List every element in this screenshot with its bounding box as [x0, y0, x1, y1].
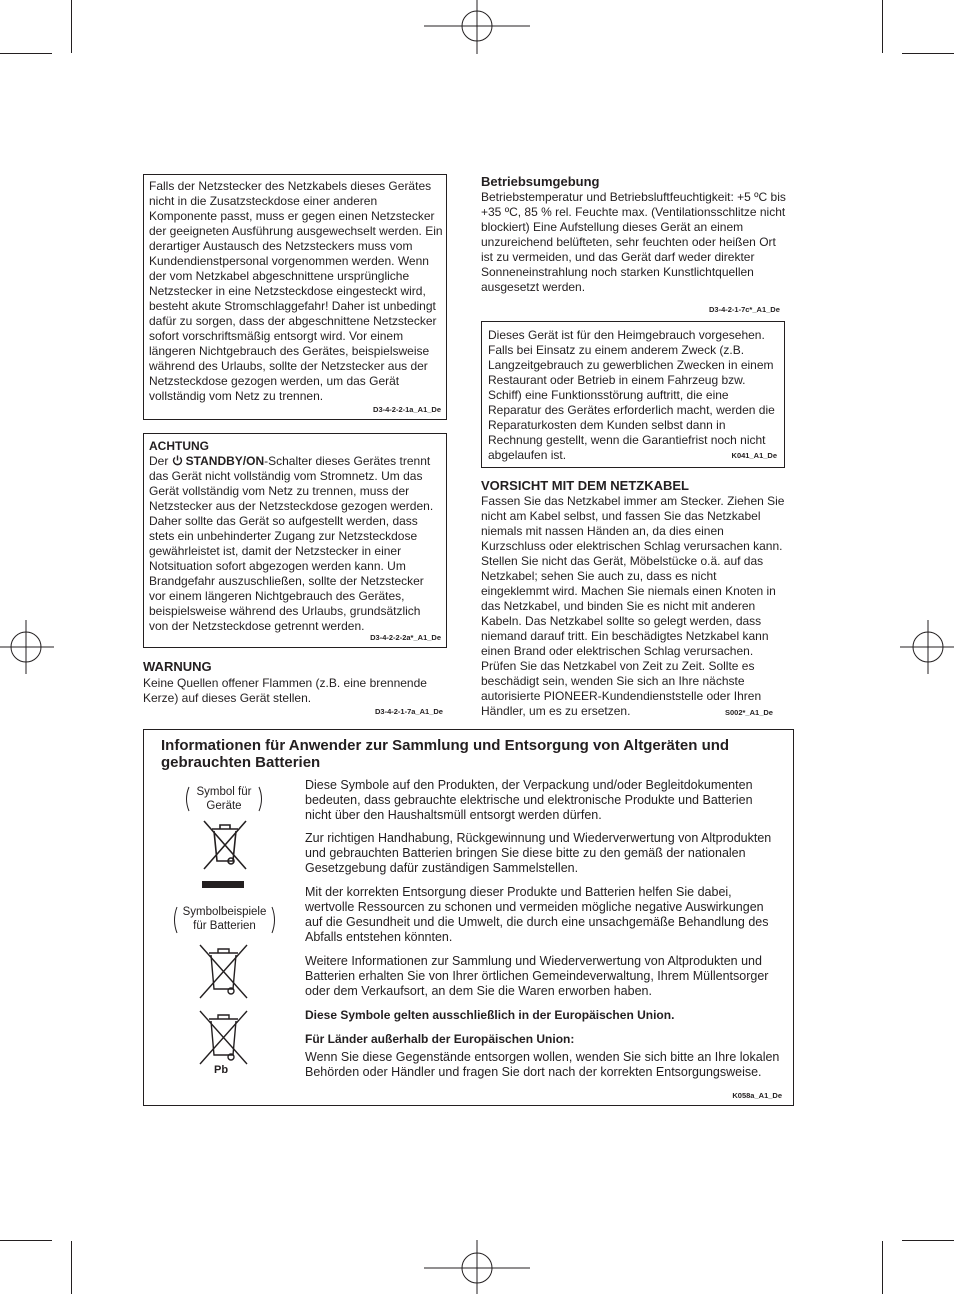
entsorgung-title: Informationen für Anwender zur Sammlung und Entsorgung von Altgeräten und gebrauchten Batterien	[161, 737, 730, 771]
pb-label: Pb	[214, 1064, 229, 1076]
netzstecker-notice-text: Falls der Netzstecker des Netzkabels dieses Gerätes nicht in die Zusatzsteckdose einer anderen Komponente passt, muss er gegen einen Netzstecker der geeigneten Ausführung ausgewechselt werden. Ein derartiger Austausch des Netzsteckers muss vom Kundendienstpersonal vorgenommen werden. Wenn der vom Netzkabel abgeschnittene ursprüngliche Netzstecker in eine Netzsteckdose eingesteckt wird, besteht akute Stromschlaggefahr! Daher ist unbedingt dafür zu sorgen, dass der abgeschnittene Netzstecker sofort vorschriftsmäßig entsorgt wird. Vor einem längeren Nichtgebrauch des Gerätes, beispielsweise während des Urlaubs, sollte der Netzstecker aus der Netzsteckdose gezogen werden, um das Gerät vollständig vom Netz zu trennen.	[149, 179, 443, 403]
betriebsumgebung-heading: Betriebsumgebung	[481, 174, 600, 189]
crossed-bin-icon	[200, 819, 250, 871]
betriebsumgebung-code: D3-4-2-1-7c*_A1_De	[709, 305, 780, 314]
symbol-geraete-label: Symbol für Geräte	[196, 786, 252, 812]
warnung-text: Keine Quellen offener Flammen (z.B. eine brennende Kerze) auf dieses Gerät stellen.	[143, 676, 427, 705]
achtung-code: D3-4-2-2-2a*_A1_De	[370, 633, 441, 642]
warnung-code: D3-4-2-1-7a_A1_De	[375, 707, 443, 716]
achtung-heading: ACHTUNG	[149, 439, 209, 453]
achtung-prefix: Der	[149, 454, 172, 468]
netzstecker-notice-code: D3-4-2-2-1a_A1_De	[373, 405, 441, 414]
battery-bin-icon	[196, 943, 251, 1000]
bin-underbar	[202, 881, 244, 888]
betriebsumgebung-text: Betriebstemperatur und Betriebsluftfeuchtigkeit: +5 ºC bis +35 ºC, 85 % rel. Feuchte max. (Ventilationsschlitze nicht blockiert) Eine Aufstellung dieses Gerät an einem unzureichend belüfteten, sehr feuchten oder heißen Ort ist zu vermeiden, und das Gerät darf weder direkter Sonneneinstrahlung noch starken Kunstlichtquellen ausgesetzt werden.	[481, 190, 786, 294]
entsorgung-p6: Wenn Sie diese Gegenstände entsorgen wollen, wenden Sie sich bitte an Ihre lokalen Behörden oder Händler und fragen Sie dort nach der korrekten Entsorgungsweise.	[305, 1050, 780, 1079]
entsorgung-p5: Diese Symbole gelten ausschließlich in der Europäischen Union.	[305, 1008, 675, 1022]
achtung-text	[149, 454, 443, 634]
symbol-batterien-label: Symbolbeispiele für Batterien	[182, 906, 267, 932]
symbol-batterien-caption	[172, 904, 277, 936]
battery-bin-pb-icon	[196, 1009, 251, 1066]
heimgebrauch-text: Dieses Gerät ist für den Heimgebrauch vorgesehen. Falls bei Einsatz zu einem anderem Zweck (z.B. Langzeitgebrauch zu gewerblichen Zwecken in einem Restaurant oder Betrieb in einem Fahrzeug bzw. Schiff) eine Funktionsstörung auftritt, die eine Reparatur des Gerätes erforderlich macht, werden die Reparaturkosten dem Kunden selbst dann in Rechnung gestellt, wenn die Garantiefrist noch nicht abgelaufen ist.	[488, 328, 775, 462]
entsorgung-code: K058a_A1_De	[732, 1091, 782, 1100]
heimgebrauch-code: K041_A1_De	[731, 451, 777, 460]
entsorgung-p4: Weitere Informationen zur Sammlung und Wiederverwertung von Altprodukten und Batterien erhalten Sie von Ihrer örtlichen Gemeindeverwaltung, Ihrem Müllentsorger oder dem Verkaufsort, an dem Sie die Waren erworben haben.	[305, 954, 769, 998]
entsorgung-p2: Zur richtigen Handhabung, Rückgewinnung und Wiederverwertung von Altprodukten und gebrauchten Batterien bringen Sie diese bitte zu den gemäß der nationalen Gesetzgebung dafür zuständigen Sammelstellen.	[305, 831, 772, 875]
power-icon	[172, 455, 183, 466]
achtung-box	[143, 433, 447, 648]
symbol-geraete-caption	[184, 784, 264, 814]
netzkabel-code: S002*_A1_De	[725, 708, 773, 717]
entsorgung-box	[143, 729, 794, 1106]
heimgebrauch-box	[481, 321, 785, 468]
entsorgung-text	[305, 778, 780, 1080]
netzkabel-text: Fassen Sie das Netzkabel immer am Stecker. Ziehen Sie nicht am Kabel selbst, und fassen Sie das Netzkabel niemals mit nassen Händen an, da dies einen Kurzschluss oder elektrischen Schlag verursachen kann. Stellen Sie nicht das Gerät, Möbelstücke o.ä. auf das Netzkabel; sehen Sie auch zu, dass es nicht eingeklemmt wird. Machen Sie niemals einen Knoten in das Netzkabel, und binden Sie es nicht mit anderen Kabeln. Das Netzkabel sollte so gelegt werden, dass niemand darauf tritt. Ein beschädigtes Netzkabel kann einen Brand oder elektrischen Schlag verursachen. Prüfen Sie das Netzkabel von Zeit zu Zeit. Sollte es beschädigt sein, wenden Sie sich an Ihre nächste autorisierte PIONEER-Kundendienststelle oder Ihren Händler, um es zu ersetzen.	[481, 494, 785, 718]
entsorgung-p1: Diese Symbole auf den Produkten, der Verpackung und/oder Begleitdokumenten bedeuten, dass gebrauchte elektrische und elektronische Produkte und Batterien nicht über den Haushaltsmüll entsorgt werden dürfen.	[305, 778, 753, 822]
achtung-body: -Schalter dieses Gerätes trennt das Gerät nicht vollständig vom Stromnetz. Um das Gerät vollständig vom Netz zu trennen, muss der Netzstecker aus der Netzsteckdose gezogen werden. Daher sollte das Gerät so aufgestellt werden, dass stets ein unbehinderter Zugang zur Netzsteckdose gewährleistet ist, damit der Netzstecker in einer Notsituation sofort abgezogen werden kann. Um Brandgefahr auszuschließen, sollte der Netzstecker vor einem längeren Nichtgebrauch des Gerätes, beispielsweise während des Urlaubs, grundsätzlich von der Netzsteckdose getrennt werden.	[149, 454, 434, 633]
standby-on-label: STANDBY/ON	[185, 454, 265, 468]
warnung-heading: WARNUNG	[143, 659, 212, 674]
entsorgung-p6-heading: Für Länder außerhalb der Europäischen Union:	[305, 1032, 575, 1046]
netzkabel-heading: VORSICHT MIT DEM NETZKABEL	[481, 478, 689, 493]
entsorgung-p3: Mit der korrekten Entsorgung dieser Produkte und Batterien helfen Sie dabei, wertvolle Ressourcen zu schonen und vermeiden mögliche negative Auswirkungen auf die Gesundheit und die Umwelt, die durch eine unsachgemäße Behandlung des Abfalls entstehen könnten.	[305, 885, 769, 944]
netzstecker-notice-box	[143, 174, 447, 420]
